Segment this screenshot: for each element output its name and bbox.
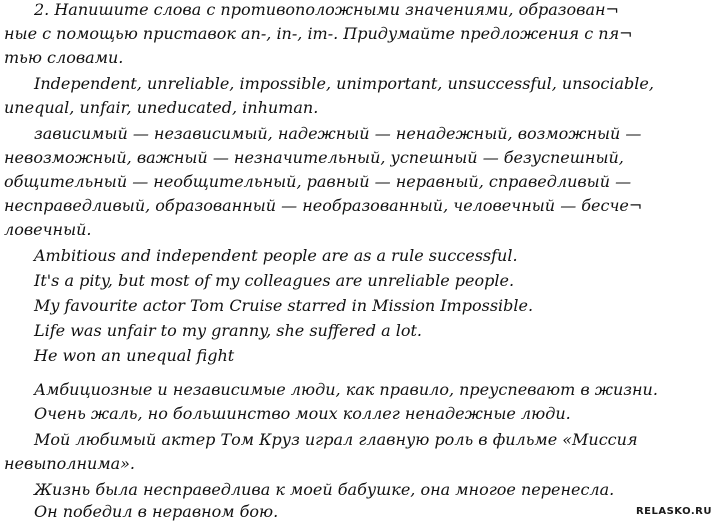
russian-sentence-2: Очень жаль, но большинство моих коллег ненадежные люди. — [34, 404, 571, 423]
russian-pairs-line-3: общительный — необщительный, равный — неравный, справедливый — — [4, 172, 632, 191]
english-words-line-1: Independent, unreliable, impossible, unimportant, unsuccessful, unsociable, — [34, 74, 654, 93]
site-watermark: RELASKO.RU — [635, 506, 712, 517]
russian-sentence-1: Амбициозные и независимые люди, как правило, преуспевают в жизни. — [34, 380, 658, 399]
russian-pairs-line-1: зависимый — независимый, надежный — ненадежный, возможный — — [34, 124, 642, 143]
english-sentence-5: He won an unequal fight — [34, 346, 235, 365]
task-line-3: тью словами. — [4, 48, 124, 67]
russian-pairs-line-5: ловечный. — [4, 220, 92, 239]
task-line-2: ные с помощью приставок an-, in-, im-. Придумайте предложения с пя¬ — [4, 24, 633, 43]
russian-sentence-4: Жизнь была несправедлива к моей бабушке, она многое перенесла. — [34, 480, 615, 499]
english-sentence-4: Life was unfair to my granny, she suffered a lot. — [34, 321, 422, 340]
russian-pairs-line-4: несправедливый, образованный — необразованный, человечный — бесче¬ — [4, 196, 643, 215]
english-sentence-1: Ambitious and independent people are as a rule successful. — [34, 246, 518, 265]
russian-pairs-line-2: невозможный, важный — незначительный, успешный — безуспешный, — [4, 148, 624, 167]
russian-sentence-5: Он победил в неравном бою. — [34, 502, 279, 521]
russian-sentence-3-line-2: невыполнима». — [4, 454, 135, 473]
english-sentence-3: My favourite actor Tom Cruise starred in Mission Impossible. — [34, 296, 534, 315]
russian-sentence-3-line-1: Мой любимый актер Том Круз играл главную роль в фильме «Миссия — [34, 430, 638, 449]
task-line-1: 2. Напишите слова с противоположными значениями, образован¬ — [34, 0, 619, 19]
english-words-line-2: unequal, unfair, uneducated, inhuman. — [4, 98, 319, 117]
english-sentence-2: It's a pity, but most of my colleagues are unreliable people. — [34, 271, 515, 290]
